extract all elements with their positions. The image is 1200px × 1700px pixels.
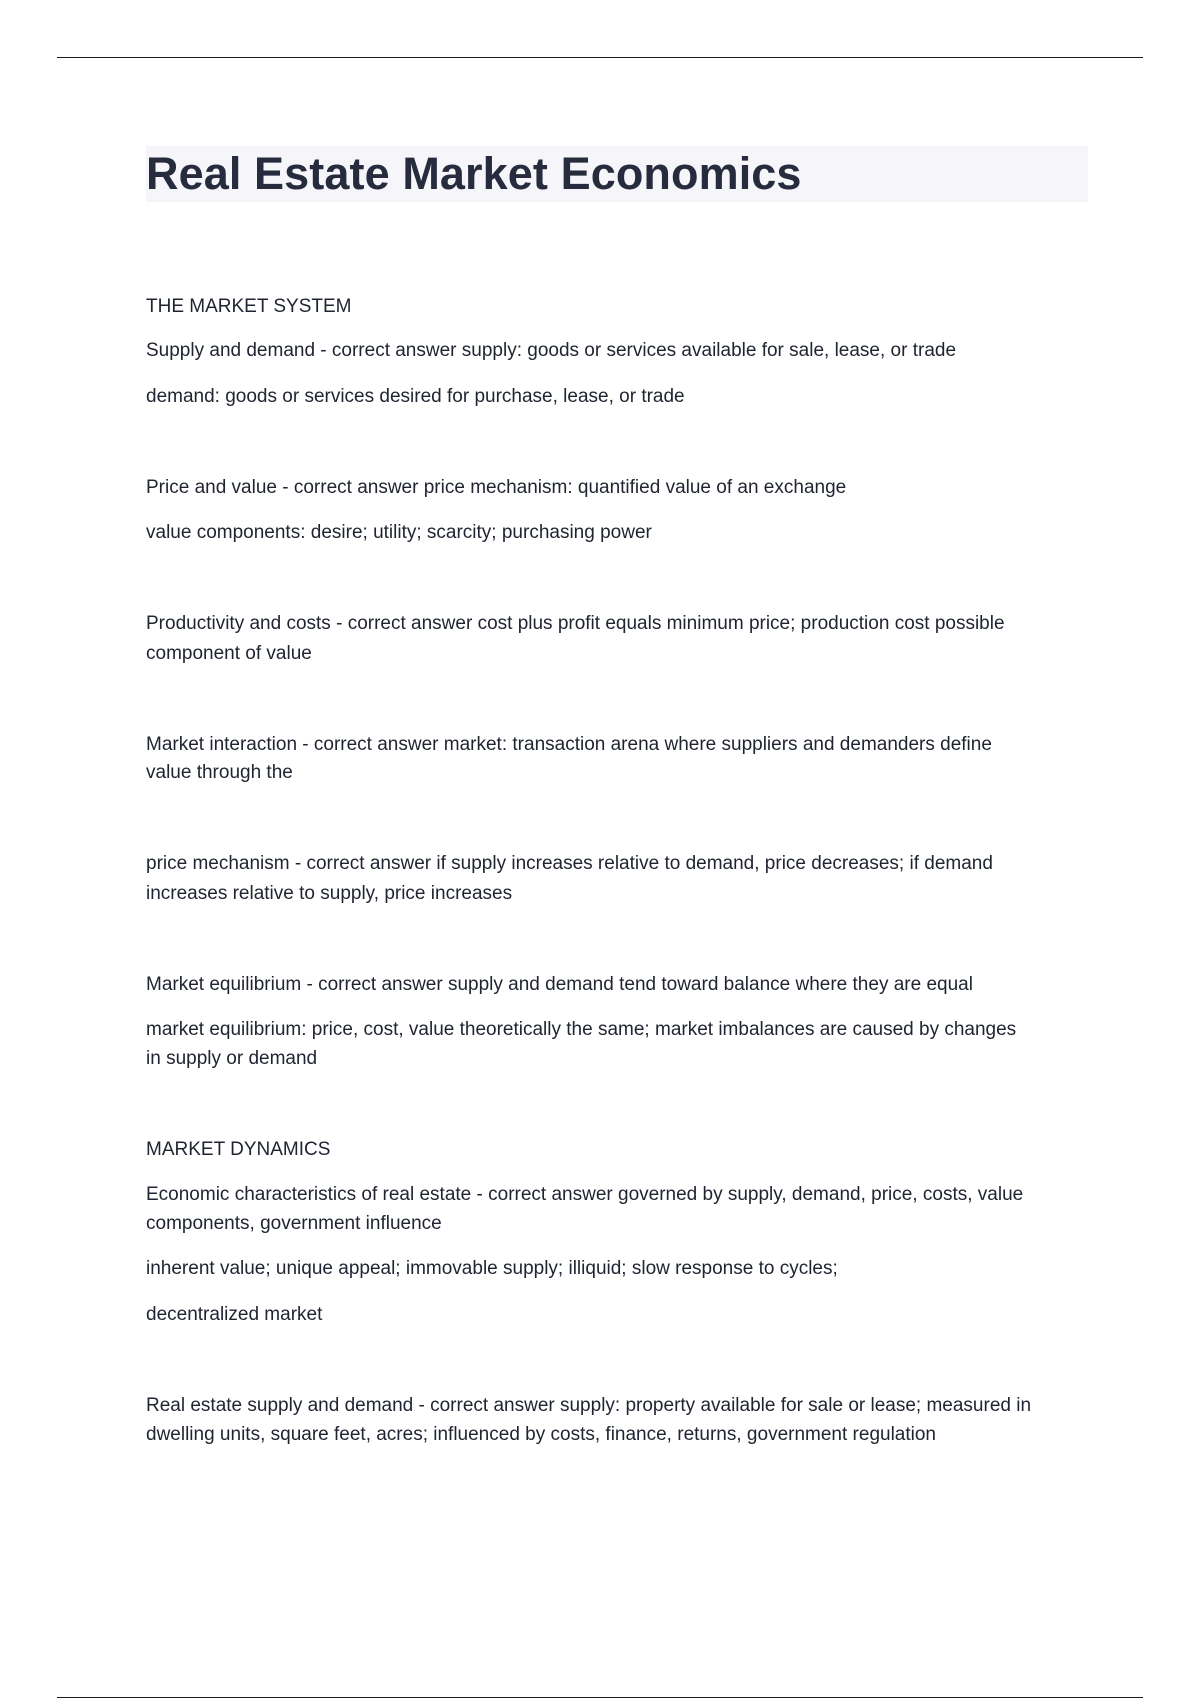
entry-line: in supply or demand <box>146 1048 318 1069</box>
entry-line: value components: desire; utility; scarcity; purchasing power <box>146 522 652 543</box>
entry-line: Market interaction - correct answer market: transaction arena where suppliers and demanders define <box>146 734 992 755</box>
entry-line: Real estate supply and demand - correct answer supply: property available for sale or lease; measured in <box>146 1395 1032 1416</box>
entry-line: increases relative to supply, price increases <box>146 883 513 904</box>
entry-line: value through the <box>146 762 293 783</box>
bottom-rule <box>57 1697 1143 1698</box>
entry-line: dwelling units, square feet, acres; influenced by costs, finance, returns, government regulation <box>146 1424 936 1445</box>
entry-line: market equilibrium: price, cost, value theoretically the same; market imbalances are caused by changes <box>146 1019 1017 1040</box>
entry-line: decentralized market <box>146 1304 323 1325</box>
entry-line: demand: goods or services desired for purchase, lease, or trade <box>146 386 685 407</box>
entry-line: Market equilibrium - correct answer supply and demand tend toward balance where they are equal <box>146 974 973 995</box>
entry-line: Productivity and costs - correct answer cost plus profit equals minimum price; production cost possible <box>146 613 1005 634</box>
entry-line: Price and value - correct answer price mechanism: quantified value of an exchange <box>146 477 847 498</box>
entry-line: Economic characteristics of real estate - correct answer governed by supply, demand, price, costs, value <box>146 1184 1024 1205</box>
top-rule <box>57 57 1143 58</box>
entry-line: component of value <box>146 643 312 664</box>
entry-line: inherent value; unique appeal; immovable supply; illiquid; slow response to cycles; <box>146 1258 838 1279</box>
entry-line: components, government influence <box>146 1213 442 1234</box>
section-heading: MARKET DYNAMICS <box>146 1139 331 1160</box>
entry-line: price mechanism - correct answer if supply increases relative to demand, price decreases; if demand <box>146 853 993 874</box>
page-title: Real Estate Market Economics <box>146 148 802 199</box>
entry-line: Supply and demand - correct answer supply: goods or services available for sale, lease, or trade <box>146 340 957 361</box>
section-heading: THE MARKET SYSTEM <box>146 296 352 317</box>
